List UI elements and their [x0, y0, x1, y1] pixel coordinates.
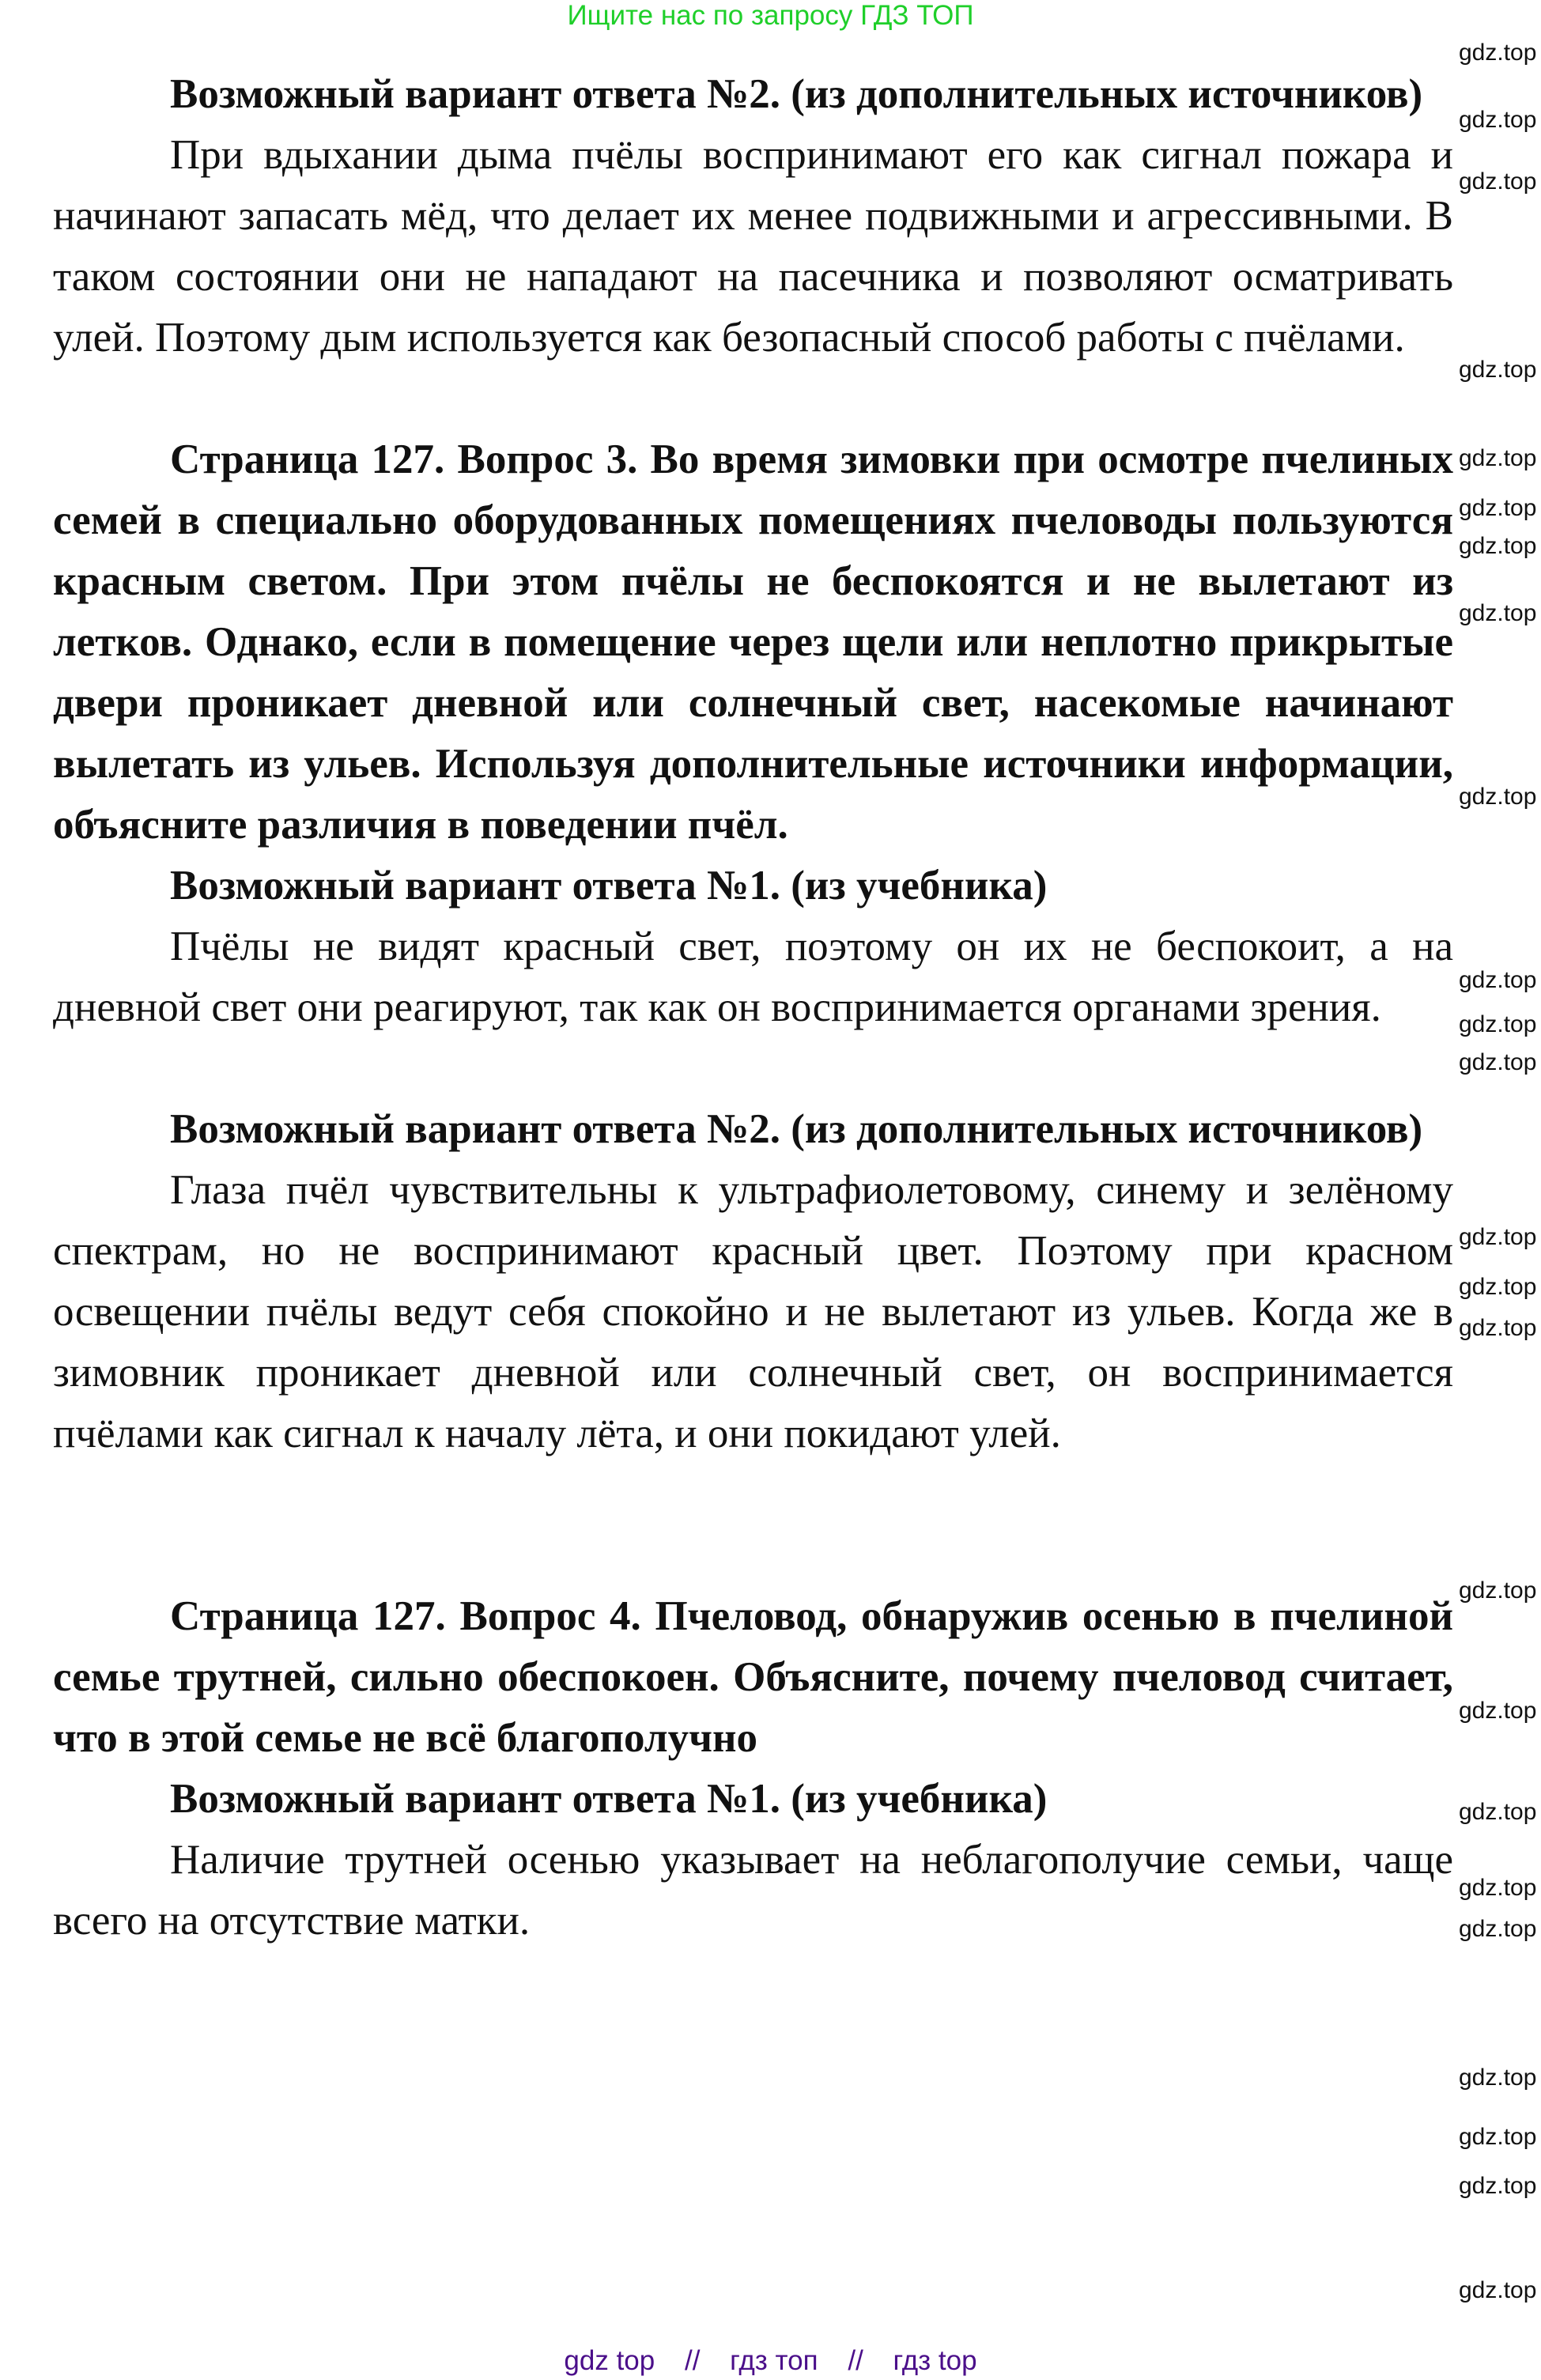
watermark: gdz.top: [1459, 533, 1537, 559]
answer-heading: Возможный вариант ответа №1. (из учебника): [170, 1776, 1048, 1822]
watermark: gdz.top: [1459, 107, 1537, 133]
watermark: gdz.top: [1459, 1011, 1537, 1037]
watermark: gdz.top: [1459, 357, 1537, 383]
watermark: gdz.top: [1459, 1577, 1537, 1604]
watermark: gdz.top: [1459, 2065, 1537, 2091]
watermark: gdz.top: [1459, 2124, 1537, 2150]
answer-heading: Возможный вариант ответа №2. (из дополнительных источников): [170, 71, 1423, 117]
watermark: gdz.top: [1459, 2277, 1537, 2303]
watermark: gdz.top: [1459, 1799, 1537, 1825]
watermark: gdz.top: [1459, 1315, 1537, 1341]
answer-paragraph: Наличие трутней осенью указывает на неблагополучие семьи, чаще всего на отсутствие матки.: [53, 1837, 1453, 1944]
footer-separator: //: [684, 2345, 701, 2376]
watermark: gdz.top: [1459, 1224, 1537, 1250]
watermark: gdz.top: [1459, 1698, 1537, 1724]
watermark: gdz.top: [1459, 1916, 1537, 1942]
watermark: gdz.top: [1459, 445, 1537, 471]
footer-link-gdz-top-ru[interactable]: гдз топ: [730, 2345, 818, 2376]
watermark: gdz.top: [1459, 1274, 1537, 1300]
watermark: gdz.top: [1459, 1049, 1537, 1075]
footer-link-gdz-top-mixed[interactable]: гдз top: [893, 2345, 977, 2376]
footer-link-gdz-top[interactable]: gdz top: [564, 2345, 655, 2376]
watermark: gdz.top: [1459, 1875, 1537, 1901]
footer-links: [0, 2345, 1541, 2377]
question-text: Страница 127. Вопрос 4. Пчеловод, обнаружив осенью в пчелиной семье трутней, сильно обеспокоен. Объясните, почему пчеловод считает, что в этой семье не всё благополучно: [53, 1593, 1453, 1761]
watermark: gdz.top: [1459, 40, 1537, 66]
search-banner[interactable]: Ищите нас по запросу ГДЗ ТОП: [567, 0, 974, 31]
watermark: gdz.top: [1459, 784, 1537, 810]
document-body: [53, 64, 1453, 1951]
watermark: gdz.top: [1459, 967, 1537, 993]
question-text: Страница 127. Вопрос 3. Во время зимовки при осмотре пчелиных семей в специально оборудованных помещениях пчеловоды пользуются красным светом. При этом пчёлы не беспокоятся и не вылетают из летков. Однако, если в помещение через щели или неплотно прикрытые двери проникает дневной или солнечный свет, насекомые начинают вылетать из ульев. Используя дополнительные источники информации, объясните различия в поведении пчёл.: [53, 436, 1453, 848]
answer-paragraph: Пчёлы не видят красный свет, поэтому он их не беспокоит, а на дневной свет они реагируют, так как он воспринимается органами зрения.: [53, 924, 1453, 1030]
answer-paragraph: При вдыхании дыма пчёлы воспринимают его как сигнал пожара и начинают запасать мёд, что делает их менее подвижными и агрессивными. В таком состоянии они не нападают на пасечника и позволяют осматривать улей. Поэтому дым используется как безопасный способ работы с пчёлами.: [53, 132, 1453, 361]
watermark: gdz.top: [1459, 2173, 1537, 2199]
answer-paragraph: Глаза пчёл чувствительны к ультрафиолетовому, синему и зелёному спектрам, но не воспринимают красный цвет. Поэтому при красном освещении пчёлы ведут себя спокойно и не вылетают из ульев. Когда же в зимовник проникает дневной или солнечный свет, он воспринимается пчёлами как сигнал к началу лёта, и они покидают улей.: [53, 1167, 1453, 1456]
watermark: gdz.top: [1459, 600, 1537, 626]
watermark: gdz.top: [1459, 168, 1537, 195]
watermark: gdz.top: [1459, 495, 1537, 521]
answer-heading: Возможный вариант ответа №1. (из учебника): [170, 863, 1048, 909]
answer-heading: Возможный вариант ответа №2. (из дополнительных источников): [170, 1106, 1423, 1152]
footer-separator: //: [848, 2345, 863, 2376]
